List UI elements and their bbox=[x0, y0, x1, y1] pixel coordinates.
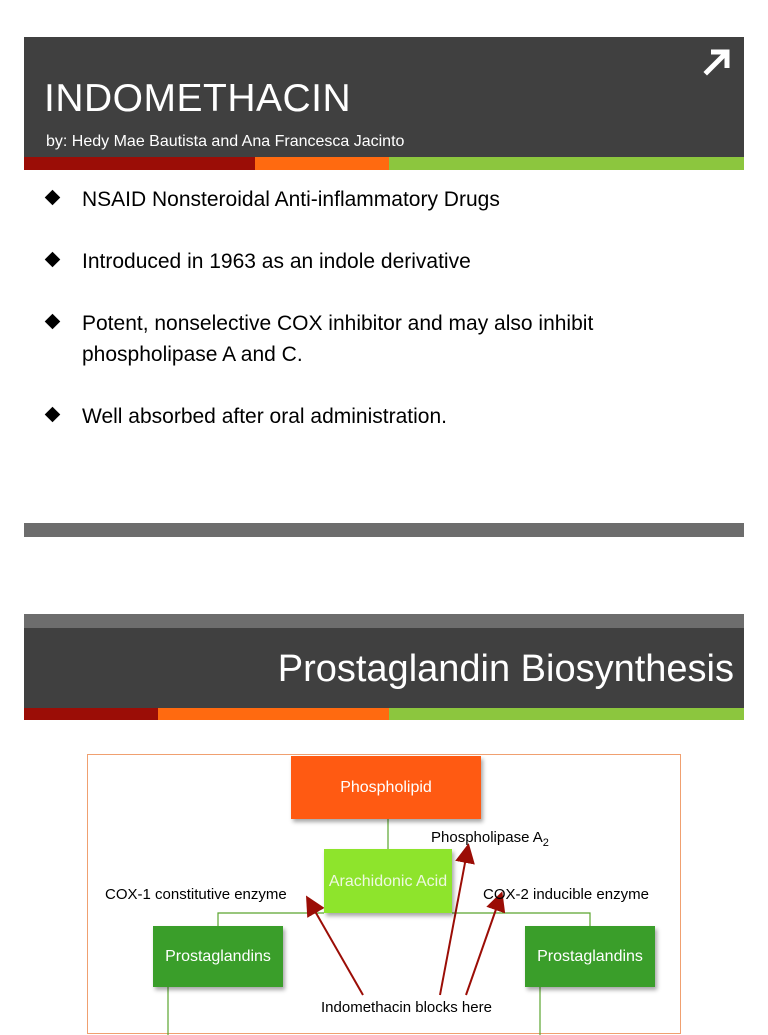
bullet-item bbox=[40, 184, 720, 215]
slide1-title: INDOMETHACIN bbox=[44, 77, 352, 120]
bullet-text: Well absorbed after oral administration. bbox=[82, 405, 447, 428]
bullet-text: NSAID Nonsteroidal Anti-inflammatory Drugs bbox=[82, 188, 500, 211]
arachidonic-acid-box: Arachidonic Acid bbox=[324, 849, 452, 913]
diamond-bullet-icon bbox=[45, 407, 61, 423]
diamond-bullet-icon bbox=[45, 190, 61, 206]
slide1-subtitle: by: Hedy Mae Bautista and Ana Francesca Jacinto bbox=[46, 133, 405, 150]
cox2-label: COX-2 inducible enzyme bbox=[483, 886, 649, 903]
indomethacin-blocks-label: Indomethacin blocks here bbox=[321, 999, 492, 1016]
slide2-top-bar bbox=[24, 614, 744, 628]
bullet-item bbox=[40, 246, 720, 277]
bullet-text: Introduced in 1963 as an indole derivative bbox=[82, 250, 471, 273]
cox1-label: COX-1 constitutive enzyme bbox=[105, 886, 287, 903]
arrow-up-right-icon[interactable] bbox=[702, 47, 732, 77]
bullet-item bbox=[40, 308, 720, 370]
slide2-header bbox=[24, 628, 744, 708]
slide1-footer-bar bbox=[24, 523, 744, 537]
phospholipase-subscript: 2 bbox=[542, 837, 549, 849]
slide2-color-stripe bbox=[24, 708, 744, 720]
phospholipase-label: Phospholipase $A_2$ bbox=[431, 829, 549, 849]
diamond-bullet-icon bbox=[45, 314, 61, 330]
bullet-text: Potent, nonselective COX inhibitor and may also inhibit phospholipase A and C. bbox=[82, 312, 594, 366]
prostaglandins-right-box: Prostaglandins bbox=[525, 926, 655, 987]
slide1-header bbox=[24, 37, 744, 157]
slide2-title: Prostaglandin Biosynthesis bbox=[277, 648, 734, 690]
prostaglandins-left-box: Prostaglandins bbox=[153, 926, 283, 987]
diamond-bullet-icon bbox=[45, 252, 61, 268]
bullet-list bbox=[40, 184, 720, 463]
slide1-color-stripe bbox=[24, 157, 744, 170]
bullet-item bbox=[40, 401, 720, 432]
phospholipid-box: Phospholipid bbox=[291, 756, 481, 819]
biosynthesis-diagram bbox=[87, 754, 681, 1034]
